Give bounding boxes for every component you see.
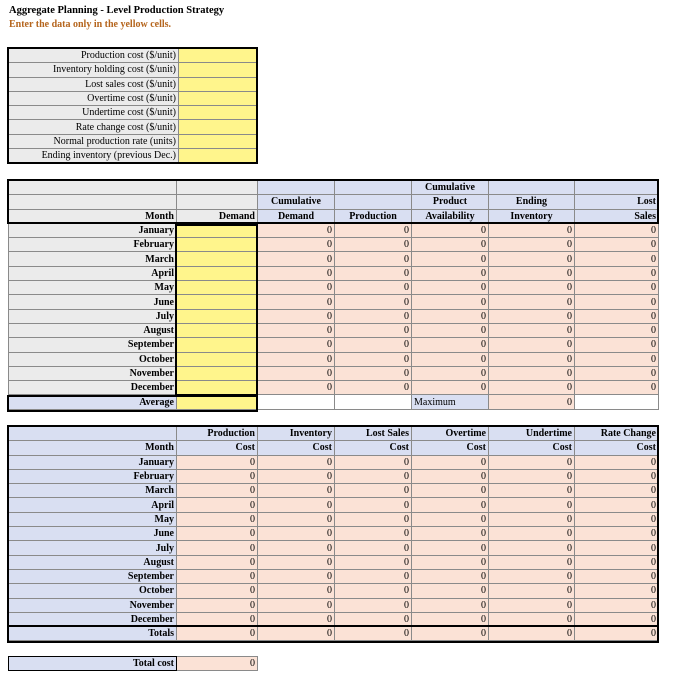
plan-value: 0 — [335, 295, 412, 309]
plan-value: 0 — [258, 223, 335, 237]
cost-value: 0 — [258, 455, 335, 469]
cost-value: 0 — [575, 569, 659, 583]
plan-value: 0 — [489, 366, 575, 380]
cost-value: 0 — [412, 555, 489, 569]
cost-value: 0 — [412, 541, 489, 555]
cost-value: 0 — [489, 455, 575, 469]
totals-value: 0 — [258, 627, 335, 641]
cost-value: 0 — [258, 527, 335, 541]
cost-value: 0 — [177, 541, 258, 555]
totals-outline — [7, 625, 659, 643]
plan-value: 0 — [575, 352, 659, 366]
cost-value: 0 — [412, 584, 489, 598]
cost-value: 0 — [412, 527, 489, 541]
plan-value: 0 — [489, 266, 575, 280]
cost-month-label: March — [9, 484, 177, 498]
cost-value: 0 — [412, 598, 489, 612]
plan-value: 0 — [489, 223, 575, 237]
plan-value: 0 — [489, 309, 575, 323]
cost-header: Inventory — [258, 427, 335, 441]
month-label: September — [9, 338, 177, 352]
cost-value: 0 — [258, 555, 335, 569]
cost-value: 0 — [177, 455, 258, 469]
cost-value: 0 — [575, 612, 659, 626]
plan-value: 0 — [412, 295, 489, 309]
cost-value: 0 — [575, 527, 659, 541]
cost-value: 0 — [489, 527, 575, 541]
cost-value: 0 — [335, 498, 412, 512]
month-label: May — [9, 281, 177, 295]
plan-value: 0 — [412, 352, 489, 366]
cost-value: 0 — [412, 612, 489, 626]
cost-value: 0 — [575, 555, 659, 569]
plan-value: 0 — [489, 295, 575, 309]
cost-month-label: May — [9, 512, 177, 526]
input-label: Inventory holding cost ($/unit) — [9, 63, 179, 77]
cost-value: 0 — [258, 598, 335, 612]
month-label: February — [9, 238, 177, 252]
cost-value: 0 — [412, 469, 489, 483]
cost-month-label: February — [9, 469, 177, 483]
plan-row — [9, 323, 659, 337]
totals-value: 0 — [489, 627, 575, 641]
cpa-header-1: Cumulative — [412, 181, 489, 195]
cost-value: 0 — [489, 584, 575, 598]
plan-value: 0 — [258, 252, 335, 266]
plan-value: 0 — [335, 323, 412, 337]
plan-row — [9, 366, 659, 380]
cost-value: 0 — [575, 512, 659, 526]
month-label: August — [9, 323, 177, 337]
plan-value: 0 — [412, 281, 489, 295]
inputs-outline — [7, 47, 258, 164]
total-cost-value: 0 — [177, 657, 258, 671]
cost-value: 0 — [335, 584, 412, 598]
totals-label: Totals — [9, 627, 177, 641]
plan-value: 0 — [258, 281, 335, 295]
demand-input-outline — [175, 224, 258, 396]
month-label: April — [9, 266, 177, 280]
plan-value: 0 — [489, 352, 575, 366]
plan-row — [9, 381, 659, 395]
cost-value: 0 — [258, 484, 335, 498]
cost-value: 0 — [575, 584, 659, 598]
cost-value: 0 — [177, 569, 258, 583]
plan-row — [9, 266, 659, 280]
cost-value: 0 — [177, 498, 258, 512]
cost-value: 0 — [258, 512, 335, 526]
cost-value: 0 — [258, 469, 335, 483]
production-header: Production — [335, 209, 412, 223]
plan-value: 0 — [575, 338, 659, 352]
cost-value: 0 — [335, 455, 412, 469]
cost-value: 0 — [335, 484, 412, 498]
month-label: December — [9, 381, 177, 395]
plan-value: 0 — [412, 338, 489, 352]
cost-value: 0 — [412, 498, 489, 512]
totals-value: 0 — [177, 627, 258, 641]
plan-value: 0 — [575, 266, 659, 280]
plan-value: 0 — [412, 238, 489, 252]
cost-header: Rate Change — [575, 427, 659, 441]
cost-value: 0 — [177, 484, 258, 498]
cost-value: 0 — [575, 498, 659, 512]
cost-value: 0 — [258, 498, 335, 512]
plan-value: 0 — [335, 223, 412, 237]
cost-outline — [7, 425, 659, 643]
plan-value: 0 — [575, 238, 659, 252]
totals-value: 0 — [575, 627, 659, 641]
cost-header: Lost Sales — [335, 427, 412, 441]
cost-value: 0 — [489, 612, 575, 626]
cost-header: Overtime — [412, 427, 489, 441]
cost-month-label: August — [9, 555, 177, 569]
cost-value: 0 — [412, 569, 489, 583]
plan-value: 0 — [412, 309, 489, 323]
cost-header: Cost — [335, 441, 412, 455]
plan-value: 0 — [335, 266, 412, 280]
plan-value: 0 — [258, 366, 335, 380]
cost-value: 0 — [335, 512, 412, 526]
input-label: Ending inventory (previous Dec.) — [9, 149, 179, 163]
plan-value: 0 — [489, 281, 575, 295]
plan-value: 0 — [412, 323, 489, 337]
plan-value: 0 — [575, 252, 659, 266]
cost-value: 0 — [489, 569, 575, 583]
plan-value: 0 — [575, 366, 659, 380]
plan-value: 0 — [412, 266, 489, 280]
cost-header: Cost — [575, 441, 659, 455]
cost-value: 0 — [177, 612, 258, 626]
cost-month-label: September — [9, 569, 177, 583]
plan-value: 0 — [412, 366, 489, 380]
plan-value: 0 — [335, 281, 412, 295]
month-label: October — [9, 352, 177, 366]
month-label: November — [9, 366, 177, 380]
cum-demand-header-1: Cumulative — [258, 195, 335, 209]
totals-value: 0 — [335, 627, 412, 641]
cost-value: 0 — [575, 484, 659, 498]
plan-value: 0 — [489, 252, 575, 266]
month-label: June — [9, 295, 177, 309]
plan-value: 0 — [258, 266, 335, 280]
instructions: Enter the data only in the yellow cells. — [9, 19, 172, 30]
average-outline — [7, 395, 258, 412]
cost-value: 0 — [177, 469, 258, 483]
cost-value: 0 — [575, 598, 659, 612]
cost-header: Undertime — [489, 427, 575, 441]
cost-value: 0 — [489, 598, 575, 612]
plan-value: 0 — [489, 238, 575, 252]
plan-value: 0 — [575, 295, 659, 309]
cost-header: Production — [177, 427, 258, 441]
cost-value: 0 — [335, 469, 412, 483]
cost-value: 0 — [489, 512, 575, 526]
input-label: Undertime cost ($/unit) — [9, 106, 179, 120]
cost-value: 0 — [177, 598, 258, 612]
cost-value: 0 — [412, 512, 489, 526]
cost-month-label: July — [9, 541, 177, 555]
month-label: July — [9, 309, 177, 323]
ending-header-1: Ending — [489, 195, 575, 209]
cost-value: 0 — [489, 484, 575, 498]
cost-value: 0 — [177, 584, 258, 598]
cost-value: 0 — [177, 512, 258, 526]
plan-row — [9, 252, 659, 266]
cost-value: 0 — [258, 541, 335, 555]
cost-month-label: June — [9, 527, 177, 541]
plan-value: 0 — [258, 309, 335, 323]
plan-value: 0 — [489, 381, 575, 395]
month-header: Month — [9, 209, 177, 223]
plan-value: 0 — [258, 295, 335, 309]
plan-value: 0 — [335, 238, 412, 252]
average-label: Average — [9, 395, 177, 409]
cost-value: 0 — [335, 612, 412, 626]
month-label: January — [9, 223, 177, 237]
plan-value: 0 — [258, 323, 335, 337]
plan-value: 0 — [335, 366, 412, 380]
maximum-label: Maximum — [412, 395, 489, 409]
plan-value: 0 — [258, 238, 335, 252]
cpa-header-3: Availability — [412, 209, 489, 223]
plan-value: 0 — [412, 252, 489, 266]
cost-value: 0 — [335, 555, 412, 569]
cpa-header-2: Product — [412, 195, 489, 209]
cost-value: 0 — [489, 498, 575, 512]
plan-value: 0 — [412, 223, 489, 237]
cost-value: 0 — [489, 555, 575, 569]
cost-month-label: November — [9, 598, 177, 612]
input-label: Rate change cost ($/unit) — [9, 120, 179, 134]
cost-value: 0 — [335, 541, 412, 555]
cost-month-label: October — [9, 584, 177, 598]
cost-value: 0 — [258, 612, 335, 626]
cost-month-label: April — [9, 498, 177, 512]
cost-value: 0 — [335, 569, 412, 583]
plan-row — [9, 238, 659, 252]
plan-value: 0 — [258, 381, 335, 395]
plan-value: 0 — [575, 381, 659, 395]
plan-row — [9, 309, 659, 323]
plan-row — [9, 338, 659, 352]
plan-value: 0 — [258, 338, 335, 352]
month-label: March — [9, 252, 177, 266]
input-label: Normal production rate (units) — [9, 134, 179, 148]
plan-value: 0 — [335, 381, 412, 395]
cost-value: 0 — [177, 527, 258, 541]
lost-header-1: Lost — [575, 195, 659, 209]
cost-value: 0 — [575, 469, 659, 483]
cost-value: 0 — [258, 569, 335, 583]
cost-header: Cost — [412, 441, 489, 455]
input-label: Production cost ($/unit) — [9, 49, 179, 63]
plan-value: 0 — [335, 309, 412, 323]
plan-value: 0 — [575, 281, 659, 295]
cost-value: 0 — [412, 455, 489, 469]
plan-value: 0 — [412, 381, 489, 395]
plan-row — [9, 281, 659, 295]
cost-header: Cost — [177, 441, 258, 455]
cost-month-label: January — [9, 455, 177, 469]
plan-row — [9, 223, 659, 237]
cost-value: 0 — [489, 541, 575, 555]
plan-row — [9, 352, 659, 366]
title: Aggregate Planning - Level Production Strategy — [9, 5, 225, 16]
totals-value: 0 — [412, 627, 489, 641]
cost-value: 0 — [575, 541, 659, 555]
lost-header-2: Sales — [575, 209, 659, 223]
plan-value: 0 — [575, 223, 659, 237]
plan-value: 0 — [575, 323, 659, 337]
plan-value: 0 — [258, 352, 335, 366]
cost-value: 0 — [335, 527, 412, 541]
plan-value: 0 — [575, 309, 659, 323]
plan-row — [9, 295, 659, 309]
cost-month-header: Month — [9, 441, 177, 455]
cost-month-label: December — [9, 612, 177, 626]
cost-header: Cost — [258, 441, 335, 455]
input-label: Overtime cost ($/unit) — [9, 91, 179, 105]
ending-header-2: Inventory — [489, 209, 575, 223]
plan-value: 0 — [489, 323, 575, 337]
cost-header: Cost — [489, 441, 575, 455]
cost-value: 0 — [412, 484, 489, 498]
cost-value: 0 — [575, 455, 659, 469]
empty-cell — [335, 395, 412, 409]
input-label: Lost sales cost ($/unit) — [9, 77, 179, 91]
plan-outline — [7, 179, 659, 224]
cost-value: 0 — [258, 584, 335, 598]
empty-cell — [575, 395, 659, 409]
cost-value: 0 — [335, 598, 412, 612]
cum-demand-header-2: Demand — [258, 209, 335, 223]
demand-header: Demand — [177, 209, 258, 223]
plan-value: 0 — [335, 252, 412, 266]
empty-cell — [258, 395, 335, 409]
total-cost-label: Total cost — [9, 657, 177, 671]
maximum-value: 0 — [489, 395, 575, 409]
plan-value: 0 — [335, 352, 412, 366]
cost-value: 0 — [177, 555, 258, 569]
plan-value: 0 — [489, 338, 575, 352]
plan-value: 0 — [335, 338, 412, 352]
cost-value: 0 — [489, 469, 575, 483]
